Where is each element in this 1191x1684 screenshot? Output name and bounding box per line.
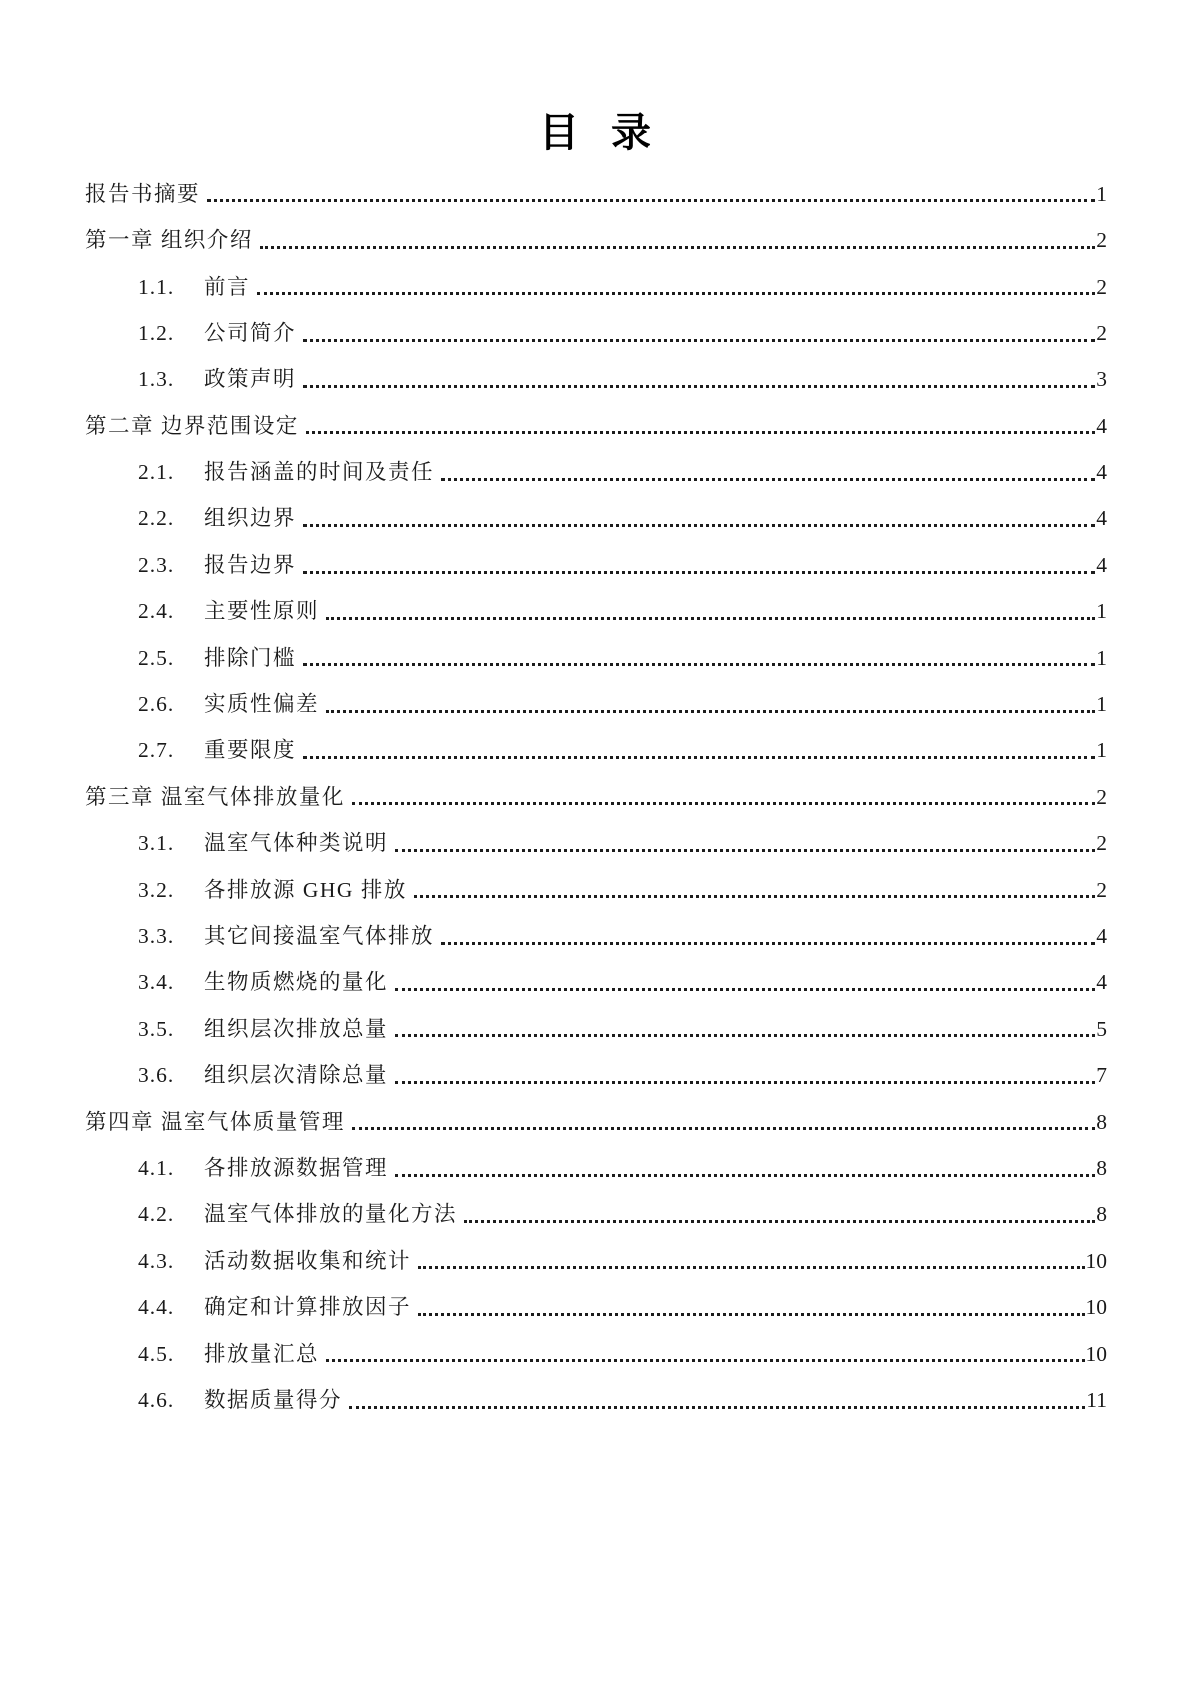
- toc-entry-page: 2: [1096, 228, 1107, 253]
- toc-entry[interactable]: [85, 680, 1107, 726]
- toc-entry-page: 4: [1096, 552, 1107, 577]
- toc-entry[interactable]: [85, 819, 1107, 865]
- toc-entry-number: 4.1.: [138, 1155, 175, 1180]
- toc-entry-number: 4.4.: [138, 1295, 175, 1320]
- toc-entry[interactable]: [85, 912, 1107, 958]
- toc-entry-label: 第三章 温室气体排放量化: [85, 784, 345, 809]
- toc-entry-number: 2.2.: [138, 506, 175, 531]
- dot-leader: [260, 246, 1095, 249]
- toc-entry-page: 1: [1096, 181, 1107, 206]
- toc-entry-number: 2.6.: [138, 692, 175, 717]
- page-title: 目 录: [539, 110, 653, 155]
- toc-entry[interactable]: [85, 448, 1107, 494]
- toc-entry-page: 5: [1096, 1016, 1107, 1041]
- dot-leader: [303, 385, 1095, 388]
- toc-entry-label: 政策声明: [204, 367, 297, 392]
- toc-entry[interactable]: [85, 216, 1107, 262]
- toc-entry-number: 4.3.: [138, 1248, 175, 1273]
- toc-entry-label: 组织边界: [204, 506, 297, 531]
- toc-entry-page: 1: [1096, 599, 1107, 624]
- toc-entry[interactable]: [85, 588, 1107, 634]
- toc-entry-label: 确定和计算排放因子: [204, 1295, 412, 1320]
- toc-entry-number: 1.1.: [138, 274, 175, 299]
- toc-entry[interactable]: [85, 495, 1107, 541]
- toc-entry-label: 活动数据收集和统计: [204, 1248, 412, 1273]
- toc-entry-page: 8: [1096, 1155, 1107, 1180]
- toc-entry-page: 10: [1085, 1341, 1107, 1366]
- dot-leader: [303, 524, 1095, 527]
- toc-entry-number: 3.2.: [138, 877, 175, 902]
- toc-entry[interactable]: [85, 309, 1107, 355]
- toc-entry-number: 1.2.: [138, 320, 175, 345]
- toc-entry[interactable]: [85, 1330, 1107, 1376]
- toc-entry-number: 2.7.: [138, 738, 175, 763]
- toc-entry-number: 1.3.: [138, 367, 175, 392]
- toc-entry-page: 4: [1096, 460, 1107, 485]
- toc-entry-label: 公司简介: [204, 320, 297, 345]
- toc-entry-number: 2.3.: [138, 552, 175, 577]
- toc-entry-label: 报告书摘要: [85, 181, 201, 206]
- toc-entry-page: 10: [1085, 1248, 1107, 1273]
- toc-entry-label: 第四章 温室气体质量管理: [85, 1109, 345, 1134]
- toc-entry[interactable]: [85, 402, 1107, 448]
- toc-entry-page: 4: [1096, 506, 1107, 531]
- toc-entry-label: 各排放源数据管理: [204, 1155, 389, 1180]
- toc-entry-page: 8: [1096, 1202, 1107, 1227]
- toc-entry-number: 3.5.: [138, 1016, 175, 1041]
- toc-entry-label: 温室气体排放的量化方法: [204, 1202, 458, 1227]
- dot-leader: [418, 1266, 1084, 1269]
- toc-entry-label: 重要限度: [204, 738, 297, 763]
- toc-entry-label: 报告涵盖的时间及责任: [204, 460, 435, 485]
- dot-leader: [418, 1313, 1084, 1316]
- toc-entry-number: 3.1.: [138, 831, 175, 856]
- dot-leader: [326, 1359, 1084, 1362]
- toc-entry-page: 11: [1086, 1387, 1107, 1412]
- dot-leader: [395, 988, 1095, 991]
- toc-entry-page: 8: [1096, 1109, 1107, 1134]
- dot-leader: [303, 339, 1095, 342]
- toc-entry-page: 4: [1096, 413, 1107, 438]
- dot-leader: [414, 895, 1095, 898]
- toc-entry-number: 4.2.: [138, 1202, 175, 1227]
- toc-list: [85, 170, 1107, 1423]
- toc-entry-page: 1: [1096, 738, 1107, 763]
- toc-entry[interactable]: [85, 773, 1107, 819]
- toc-entry[interactable]: [85, 541, 1107, 587]
- dot-leader: [395, 1034, 1095, 1037]
- dot-leader: [352, 802, 1095, 805]
- toc-entry-label: 实质性偏差: [204, 692, 320, 717]
- toc-entry-number: 3.6.: [138, 1063, 175, 1088]
- toc-entry-page: 2: [1096, 274, 1107, 299]
- toc-entry-number: 4.6.: [138, 1387, 175, 1412]
- toc-entry-page: 1: [1096, 645, 1107, 670]
- toc-entry-label: 第一章 组织介绍: [85, 228, 253, 253]
- toc-entry-label: 数据质量得分: [204, 1387, 343, 1412]
- dot-leader: [303, 571, 1095, 574]
- dot-leader: [207, 199, 1095, 202]
- toc-entry-label: 组织层次清除总量: [204, 1063, 389, 1088]
- toc-entry[interactable]: [85, 1237, 1107, 1283]
- toc-entry[interactable]: [85, 727, 1107, 773]
- toc-entry[interactable]: [85, 1005, 1107, 1051]
- toc-entry[interactable]: [85, 1144, 1107, 1190]
- toc-entry[interactable]: [85, 959, 1107, 1005]
- toc-entry[interactable]: [85, 170, 1107, 216]
- toc-entry-label: 组织层次排放总量: [204, 1016, 389, 1041]
- toc-entry-page: 2: [1096, 784, 1107, 809]
- toc-entry-page: 2: [1096, 320, 1107, 345]
- toc-entry[interactable]: [85, 263, 1107, 309]
- toc-entry-page: 1: [1096, 692, 1107, 717]
- toc-entry-label: 排除门槛: [204, 645, 297, 670]
- toc-entry[interactable]: [85, 1376, 1107, 1422]
- toc-entry-number: 2.5.: [138, 645, 175, 670]
- toc-entry-number: 2.1.: [138, 460, 175, 485]
- toc-entry[interactable]: [85, 634, 1107, 680]
- dot-leader: [326, 617, 1095, 620]
- toc-entry-label: 前言: [204, 274, 251, 299]
- toc-entry[interactable]: [85, 1051, 1107, 1097]
- toc-entry-page: 4: [1096, 970, 1107, 995]
- dot-leader: [352, 1127, 1095, 1130]
- toc-entry-page: 3: [1096, 367, 1107, 392]
- toc-entry-number: 3.4.: [138, 970, 175, 995]
- toc-entry-label: 各排放源 GHG 排放: [204, 877, 407, 902]
- toc-entry-label: 温室气体种类说明: [204, 831, 389, 856]
- toc-entry-page: 10: [1085, 1295, 1107, 1320]
- dot-leader: [303, 756, 1095, 759]
- toc-entry-label: 其它间接温室气体排放: [204, 924, 435, 948]
- dot-leader: [395, 849, 1095, 852]
- toc-entry-page: 2: [1096, 831, 1107, 856]
- toc-entry-page: 4: [1096, 924, 1107, 948]
- dot-leader: [303, 663, 1095, 666]
- toc-entry-label: 生物质燃烧的量化: [204, 970, 389, 995]
- dot-leader: [464, 1220, 1095, 1223]
- dot-leader: [349, 1406, 1085, 1409]
- toc-entry[interactable]: [85, 1098, 1107, 1144]
- toc-entry[interactable]: [85, 1283, 1107, 1329]
- toc-entry-number: 3.3.: [138, 924, 175, 948]
- toc-entry-label: 排放量汇总: [204, 1341, 320, 1366]
- toc-entry-page: 2: [1096, 877, 1107, 902]
- dot-leader: [326, 710, 1095, 713]
- toc-entry[interactable]: [85, 866, 1107, 912]
- dot-leader: [395, 1174, 1095, 1177]
- dot-leader: [441, 478, 1095, 481]
- dot-leader: [395, 1081, 1095, 1084]
- toc-entry-number: 2.4.: [138, 599, 175, 624]
- dot-leader: [306, 431, 1095, 434]
- toc-entry-page: 7: [1096, 1063, 1107, 1088]
- toc-entry-label: 报告边界: [204, 552, 297, 577]
- dot-leader: [257, 292, 1095, 295]
- toc-entry-label: 主要性原则: [204, 599, 320, 624]
- toc-entry[interactable]: [85, 1191, 1107, 1237]
- toc-entry-number: 4.5.: [138, 1341, 175, 1366]
- toc-entry[interactable]: [85, 356, 1107, 402]
- toc-entry-label: 第二章 边界范围设定: [85, 413, 299, 438]
- dot-leader: [441, 942, 1095, 945]
